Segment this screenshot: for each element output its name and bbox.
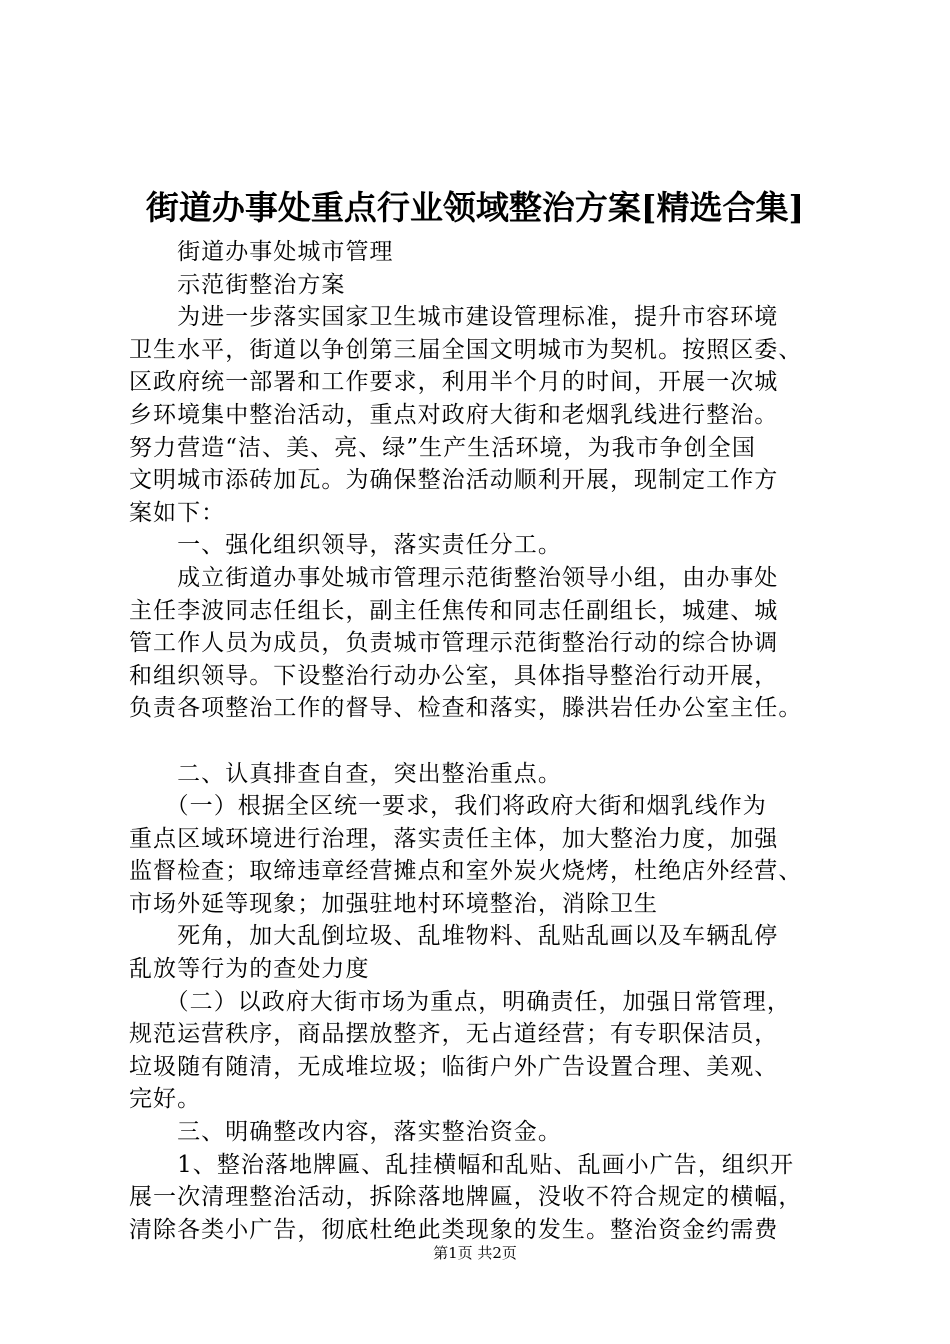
body-line: 垃圾随有随清，无成堆垃圾；临街户外广告设置合理、美观、 (129, 1053, 779, 1080)
body-line: 和组织领导。下设整治行动办公室，具体指导整治行动开展， (129, 662, 779, 689)
body-line: 努力营造“洁、美、亮、绿”生产生活环境，为我市争创全国 (129, 434, 756, 461)
body-line: 街道办事处城市管理 (129, 239, 394, 265)
body-line: 乱放等行为的查处力度 (129, 956, 370, 983)
body-line: 成立街道办事处城市管理示范街整治领导小组，由办事处 (129, 564, 779, 591)
body-line: 展一次清理整治活动，拆除落地牌匾，没收不符合规定的横幅， (129, 1184, 803, 1211)
body-line: 死角，加大乱倒垃圾、乱堆物料、乱贴乱画以及车辆乱停 (129, 923, 779, 950)
body-line: 卫生水平，街道以争创第三届全国文明城市为契机。按照区委、 (129, 336, 803, 363)
body-line: 监督检查；取缔违章经营摊点和室外炭火烧烤，杜绝店外经营、 (129, 858, 803, 885)
body-line: 为进一步落实国家卫生城市建设管理标准，提升市容环境 (129, 304, 779, 331)
body-line: 区政府统一部署和工作要求，利用半个月的时间，开展一次城 (129, 369, 779, 396)
body-line: 一、强化组织领导，落实责任分工。 (129, 532, 562, 559)
document-title: 街道办事处重点行业领域整治方案[精选合集] (145, 188, 805, 227)
body-line: 乡环境集中整治活动，重点对政府大街和老烟乳线进行整治。 (129, 401, 779, 428)
body-line: 规范运营秩序，商品摆放整齐，无占道经营；有专职保洁员， (129, 1021, 779, 1048)
body-line: 重点区域环境进行治理，落实责任主体，加大整治力度，加强 (129, 825, 779, 852)
body-line: 管工作人员为成员，负责城市管理示范街整治行动的综合协调 (129, 630, 779, 657)
body-line: 完好。 (129, 1086, 202, 1113)
body-line: 三、明确整改内容，落实整治资金。 (129, 1119, 562, 1146)
body-line: 1、整治落地牌匾、乱挂横幅和乱贴、乱画小广告，组织开 (129, 1151, 795, 1178)
body-line: （二）以政府大街市场为重点，明确责任，加强日常管理， (129, 988, 791, 1015)
body-line: 清除各类小广告，彻底杜绝此类现象的发生。整治资金约需费 (129, 1216, 779, 1243)
body-line (129, 725, 829, 758)
body-line: 示范街整治方案 (129, 271, 346, 298)
page-number-footer: 第1页 共2页 (433, 1244, 517, 1262)
body-line: 主任李波同志任组长，副主任焦传和同志任副组长，城建、城 (129, 597, 779, 624)
body-line: 文明城市添砖加瓦。为确保整治活动顺利开展，现制定工作方 (129, 467, 779, 494)
body-line: 负责各项整治工作的督导、检查和落实，滕洪岩任办公室主任。 (129, 695, 803, 722)
body-line: 案如下： (129, 499, 226, 526)
document-body (129, 236, 829, 1246)
body-line: 二、认真排查自查，突出整治重点。 (129, 760, 562, 787)
body-line: （一）根据全区统一要求，我们将政府大街和烟乳线作为 (129, 793, 767, 820)
body-line: 市场外延等现象；加强驻地村环境整治，消除卫生 (129, 890, 659, 917)
